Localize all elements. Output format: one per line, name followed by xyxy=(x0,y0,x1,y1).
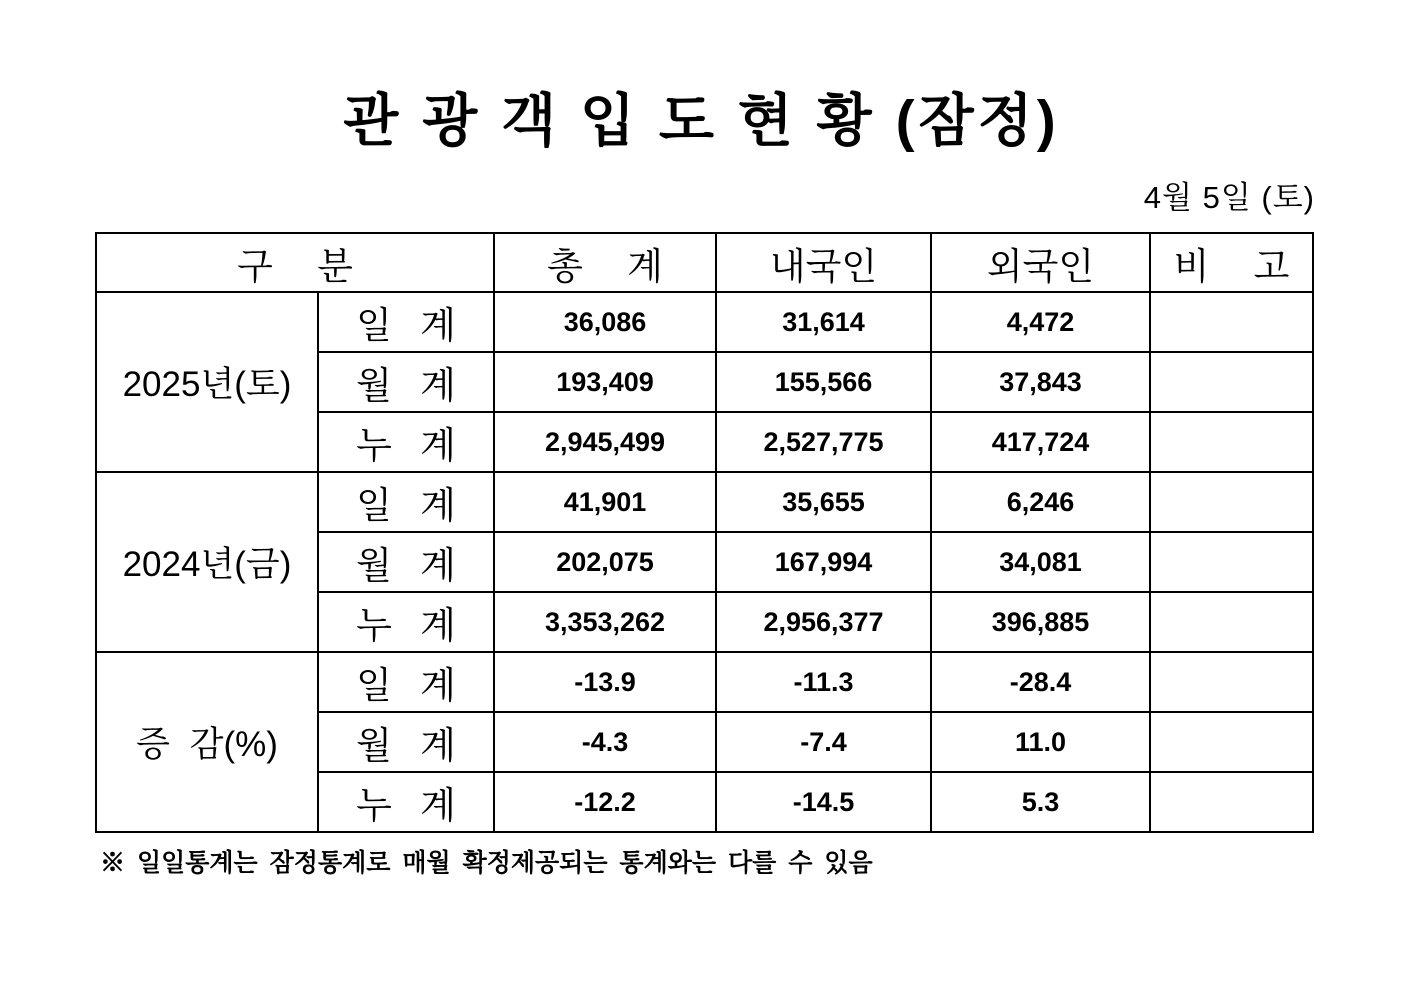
group-label-2025: 2025년(토) xyxy=(96,292,318,472)
group-label-2024: 2024년(금) xyxy=(96,472,318,652)
value-domestic: -7.4 xyxy=(716,712,931,772)
value-foreign: 11.0 xyxy=(931,712,1150,772)
col-header-category: 구 분 xyxy=(96,233,494,292)
value-total: 41,901 xyxy=(494,472,716,532)
row-label-daily: 일 계 xyxy=(318,652,494,712)
table-row xyxy=(96,652,1313,712)
footnote: ※ 일일통계는 잠정통계로 매월 확정제공되는 통계와는 다를 수 있음 xyxy=(100,849,873,877)
remark-cell xyxy=(1150,592,1313,652)
value-foreign: 34,081 xyxy=(931,532,1150,592)
value-domestic: 35,655 xyxy=(716,472,931,532)
value-foreign: 37,843 xyxy=(931,352,1150,412)
value-domestic: 2,956,377 xyxy=(716,592,931,652)
row-label-daily: 일 계 xyxy=(318,472,494,532)
value-total: 36,086 xyxy=(494,292,716,352)
value-domestic: -11.3 xyxy=(716,652,931,712)
value-total: -4.3 xyxy=(494,712,716,772)
remark-cell xyxy=(1150,352,1313,412)
table-row xyxy=(96,472,1313,532)
value-foreign: 396,885 xyxy=(931,592,1150,652)
group-label-change-pct: 증 감(%) xyxy=(96,652,318,832)
col-header-total: 총 계 xyxy=(494,233,716,292)
table-header-row xyxy=(96,233,1313,292)
value-total: 202,075 xyxy=(494,532,716,592)
value-total: 2,945,499 xyxy=(494,412,716,472)
value-domestic: 31,614 xyxy=(716,292,931,352)
remark-cell xyxy=(1150,712,1313,772)
remark-cell xyxy=(1150,472,1313,532)
tourist-arrivals-table xyxy=(95,232,1314,833)
col-header-remarks: 비 고 xyxy=(1150,233,1313,292)
value-foreign: 6,246 xyxy=(931,472,1150,532)
remark-cell xyxy=(1150,772,1313,832)
row-label-cumulative: 누 계 xyxy=(318,412,494,472)
row-label-monthly: 월 계 xyxy=(318,712,494,772)
value-foreign: 417,724 xyxy=(931,412,1150,472)
value-domestic: 2,527,775 xyxy=(716,412,931,472)
value-foreign: -28.4 xyxy=(931,652,1150,712)
value-foreign: 4,472 xyxy=(931,292,1150,352)
page-title: 관 광 객 입 도 현 황 (잠정) xyxy=(343,89,1060,153)
value-foreign: 5.3 xyxy=(931,772,1150,832)
remark-cell xyxy=(1150,412,1313,472)
col-header-foreign: 외국인 xyxy=(931,233,1150,292)
value-domestic: 167,994 xyxy=(716,532,931,592)
remark-cell xyxy=(1150,652,1313,712)
remark-cell xyxy=(1150,292,1313,352)
value-total: -13.9 xyxy=(494,652,716,712)
value-total: -12.2 xyxy=(494,772,716,832)
value-domestic: -14.5 xyxy=(716,772,931,832)
report-date: 4월 5일 (토) xyxy=(1143,180,1315,215)
value-total: 193,409 xyxy=(494,352,716,412)
row-label-daily: 일 계 xyxy=(318,292,494,352)
value-total: 3,353,262 xyxy=(494,592,716,652)
col-header-domestic: 내국인 xyxy=(716,233,931,292)
value-domestic: 155,566 xyxy=(716,352,931,412)
row-label-cumulative: 누 계 xyxy=(318,592,494,652)
row-label-monthly: 월 계 xyxy=(318,352,494,412)
table-row xyxy=(96,292,1313,352)
remark-cell xyxy=(1150,532,1313,592)
row-label-monthly: 월 계 xyxy=(318,532,494,592)
row-label-cumulative: 누 계 xyxy=(318,772,494,832)
